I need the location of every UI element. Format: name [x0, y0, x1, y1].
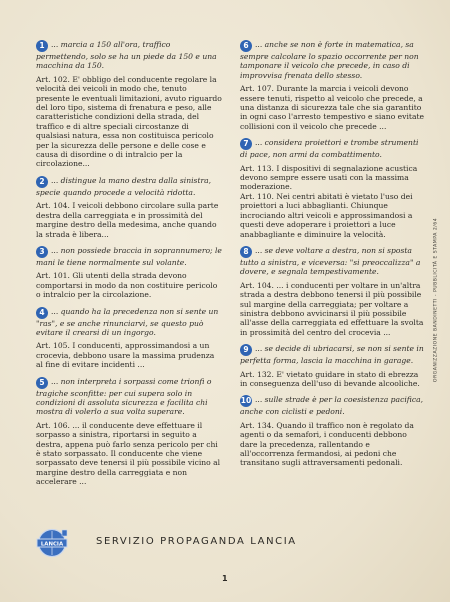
number-badge: 2 [36, 176, 48, 188]
number-badge: 5 [36, 377, 48, 389]
number-badge: 7 [240, 138, 252, 150]
rule-item-7 [240, 138, 426, 239]
number-badge: 8 [240, 246, 252, 258]
rule-heading [240, 40, 426, 80]
right-column [240, 40, 426, 475]
rule-heading-text: ... sulle strade è per la coesistenza pacifica, anche con ciclisti e pedoni. [240, 395, 424, 417]
rule-heading [36, 40, 222, 71]
rule-heading [36, 377, 222, 417]
rule-heading [36, 246, 222, 267]
article-text: Art. 104. ... i conducenti per voltare in un'altra strada a destra debbono tenersi il più possibile sul margine della carreggiata; per voltare a sinistra debbono avvicinarsi il più possibile all'asse della carreggiata ed effettuare la svolta in prossimità del centro del crocevia ... [240, 280, 424, 337]
left-column [36, 40, 222, 494]
rule-heading-text: ... anche se non è forte in matematica, sa sempre calcolare lo spazio occorrente per non tamponare il veicolo che precede, in caso di improvvisa frenata dello stesso. [240, 40, 419, 80]
number-badge: 9 [240, 344, 252, 356]
logo-text: LANCIA [40, 541, 64, 548]
rule-heading [240, 344, 426, 365]
article-text: Art. 105. I conducenti, approssimandosi a un crocevia, debbono usare la massima prudenza al fine di evitare incidenti ... [36, 341, 215, 370]
page-number: 1 [222, 574, 228, 583]
number-badge: 3 [36, 246, 48, 258]
article-text: Art. 106. ... il conducente deve effettuare il sorpasso a sinistra, riportarsi in seguito a destra, appena può farlo senza pericolo per chi è stato sorpassato. Il conducente che viene sorpassato deve tenersi il più possibile vicino al margine destro della carreggiata e non accelerare ... [36, 420, 221, 487]
rule-item-5 [36, 377, 222, 487]
rule-heading-text: ... considera proiettori e trombe strumenti di pace, non armi da combattimento. [240, 138, 419, 160]
rule-heading [36, 307, 222, 338]
article-text: Art. 104. I veicoli debbono circolare sulla parte destra della carreggiata e in prossimità del margine destro della medesima, anche quando la strada è libera... [36, 201, 219, 239]
number-badge: 10 [240, 396, 252, 406]
footer-title: SERVIZIO PROPAGANDA LANCIA [96, 536, 297, 547]
lancia-logo-icon [34, 528, 70, 558]
rule-item-1 [36, 40, 222, 169]
rule-heading-text: ... quando ha la precedenza non si sente un "ras", e se anche rinunciarvi, se questo può evitare il crearsi di un ingorgo. [36, 306, 219, 337]
article-text: Art. 101. Gli utenti della strada devono comportarsi in modo da non costituire pericolo o intralcio per la circolazione. [36, 271, 218, 300]
article-text: Art. 102. E' obbligo del conducente regolare la velocità dei veicoli in modo che, tenuto presente le eventuali limitazioni, avuto riguardo del loro tipo, sistema di frenatura e peso, alle caratteristiche condizioni della strada, del traffico e di altre speciali circostanze di qualsiasi natura, essa non costituisca pericolo per la sicurezza delle persone e delle cose e causa di disordine o di intralcio per la circolazione... [36, 74, 222, 169]
rule-heading-text: ... non possiede braccia in soprannumero; le mani le tiene normalmente sul volante. [36, 245, 222, 267]
article-text: Art. 107. Durante la marcia i veicoli devono essere tenuti, rispetto al veicolo che precede, a una distanza di sicurezza tale che sia garantito in ogni caso l'arresto tempestivo e siano evitate collisioni con il veicolo che precede ... [240, 84, 425, 131]
side-imprint [430, 150, 442, 450]
rule-heading [240, 138, 426, 159]
rule-item-6 [240, 40, 426, 131]
side-imprint-text: ORGANIZZAZIONE BANDINETTI - PUBBLICITÀ E STAMPA 2/64 [433, 217, 439, 383]
rule-heading-text: ... se decide di ubriacarsi, se non si sente in perfetta forma, lascia la macchina in garage. [240, 344, 424, 366]
rule-item-9 [240, 344, 426, 388]
rule-heading [240, 395, 426, 416]
rule-heading-text: ... marcia a 150 all'ora, traffico permettendo, solo se ha un piede da 150 e una macchina da 150. [36, 40, 217, 71]
rule-heading-text: ... se deve voltare a destra, non si sposta tutto a sinistra, e viceversa: "si preoccalizza" a dovere, e segnala tempestivamente. [240, 245, 421, 277]
article-text: Art. 113. I dispositivi di segnalazione acustica devono sempre essere usati con la massima moderazione. Art. 110. Nei centri abitati è vietato l'uso dei proiettori a luci abbaglianti. Chiunque incrociando altri veicoli e approssimandosi a questi deve adoperare i proiettori a luce anabbagliante e diminuire la velocità. [240, 163, 418, 239]
rule-item-4 [36, 307, 222, 370]
rule-heading [36, 176, 222, 197]
rule-heading-text: ... distingue la mano destra dalla sinistra, specie quando procede a velocità ridotta. [36, 175, 212, 197]
rule-item-3 [36, 246, 222, 300]
rule-item-10 [240, 395, 426, 467]
article-text: Art. 132. E' vietato guidare in stato di ebrezza in conseguenza dell'uso di bevande alcooliche. [240, 369, 420, 388]
number-badge: 1 [36, 40, 48, 52]
rule-heading-text: ... non interpreta i sorpassi come trionfi o tragiche sconfitte: per cui supera solo in condizioni di assoluta sicurezza e facilita chi mostra di volerlo a sua volta superare. [36, 376, 212, 417]
number-badge: 6 [240, 40, 252, 52]
rule-item-8 [240, 246, 426, 337]
number-badge: 4 [36, 307, 48, 319]
rule-item-2 [36, 176, 222, 239]
footer [34, 528, 414, 558]
rule-heading [240, 246, 426, 277]
article-text: Art. 134. Quando il traffico non è regolato da agenti o da semafori, i conducenti debbono dare la precedenza, rallentando e all'occorrenza fermandosi, ai pedoni che transitano sugli attraversamenti pedonali. [240, 420, 414, 468]
